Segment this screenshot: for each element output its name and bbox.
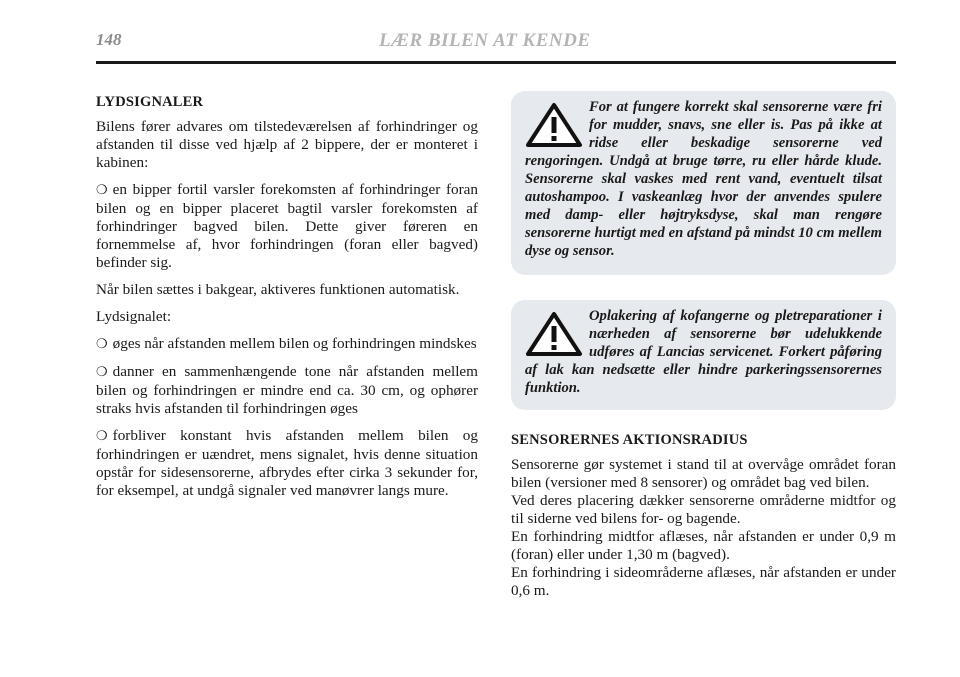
bullet-item: ❍ øges når afstanden mellem bilen og forhindringen mindskes: [96, 335, 477, 352]
warning-box-cleaning: [511, 91, 896, 275]
section-heading-aktionsradius: SENSORERNES AKTIONSRADIUS: [511, 432, 748, 448]
page-header: [96, 30, 896, 58]
intro-paragraph: Bilens fører advares om tilstedeværelsen af forhindringer og afstanden til disse ved hjælp af 2 bippere, der er monteret i kabinen:: [96, 118, 478, 171]
bullet-circle-icon: ❍: [96, 337, 108, 352]
paragraph: En forhindring i sideområderne aflæses, når afstanden er under 0,6 m.: [511, 564, 896, 599]
paragraph: Ved deres placering dækker sensorerne områderne midtfor og til siderne ved bilens for- og bagende.: [511, 492, 896, 527]
bullet-circle-icon: ❍: [96, 365, 108, 380]
paragraph: Sensorerne gør systemet i stand til at overvåge området foran bilen (versioner med 8 sensorer) og området bag ved bilen.: [511, 456, 896, 491]
bullet-item: ❍ forbliver konstant hvis afstanden mellem bilen og forhindringen er uændret, mens signalet, hvis denne situation opstår for sidesensorerne, afbrydes efter cirka 3 sekunder for, for eksempel, at undgå signaler ved manøvrer langs mure.: [96, 427, 478, 499]
bullet-item: ❍ en bipper fortil varsler forekomsten af forhindringer foran bilen og en bipper placeret bagtil varsler forekomsten af forhindringer bagved bilen. Dette giver føreren en fornemmelse af, hvor forhindringen (foran eller bagved) befinder sig.: [96, 181, 478, 271]
warning-box-paint: [511, 300, 896, 410]
warning-triangle-icon: [525, 311, 583, 357]
bullet-item: ❍ danner en sammenhængende tone når afstanden mellem bilen og forhindringen er mindre end ca. 30 cm, og ophører straks hvis afstanden til forhindringen øges: [96, 363, 478, 417]
right-column: [511, 431, 896, 600]
chapter-title: LÆR BILEN AT KENDE: [379, 30, 591, 51]
warning-text: For at fungere korrekt skal sensorerne være fri for mudder, snavs, sne eller is. Pas på ikke at ridse eller beskadige sensorerne ved rengoringen. Undgå at bruge tørre, ru eller hårde klude. Sensorerne skal vaskes med rent vand, eventuelt tilsat autoshampoo. I vaskeanlæg hvor der anvendes spulere med damp- eller højtryksdyse, skal man rengøre sensorerne hurtigt med en afstand på mindst 10 cm mellem dyse og sensor.: [525, 99, 882, 259]
left-column: [96, 93, 478, 509]
reverse-gear-paragraph: Når bilen sættes i bakgear, aktiveres funktionen automatisk.: [96, 281, 460, 298]
bullet-circle-icon: ❍: [96, 183, 108, 198]
warning-triangle-icon: [525, 102, 583, 148]
section-heading-lydsignaler: LYDSIGNALER: [96, 94, 204, 110]
signal-label: Lydsignalet:: [96, 308, 172, 325]
paragraph: En forhindring midtfor aflæses, når afstanden er under 0,9 m (foran) eller under 1,30 m (bagved).: [511, 528, 896, 563]
warning-text: Oplakering af kofangerne og pletreparationer i nærheden af sensorerne bør udelukkende udføres af Lancias servicenet. Forkert påføring af lak kan nedsætte eller hindre parkeringssensorernes funktion.: [525, 308, 882, 396]
page-number: 148: [96, 30, 122, 49]
header-rule: [96, 61, 896, 64]
bullet-circle-icon: ❍: [96, 429, 108, 444]
